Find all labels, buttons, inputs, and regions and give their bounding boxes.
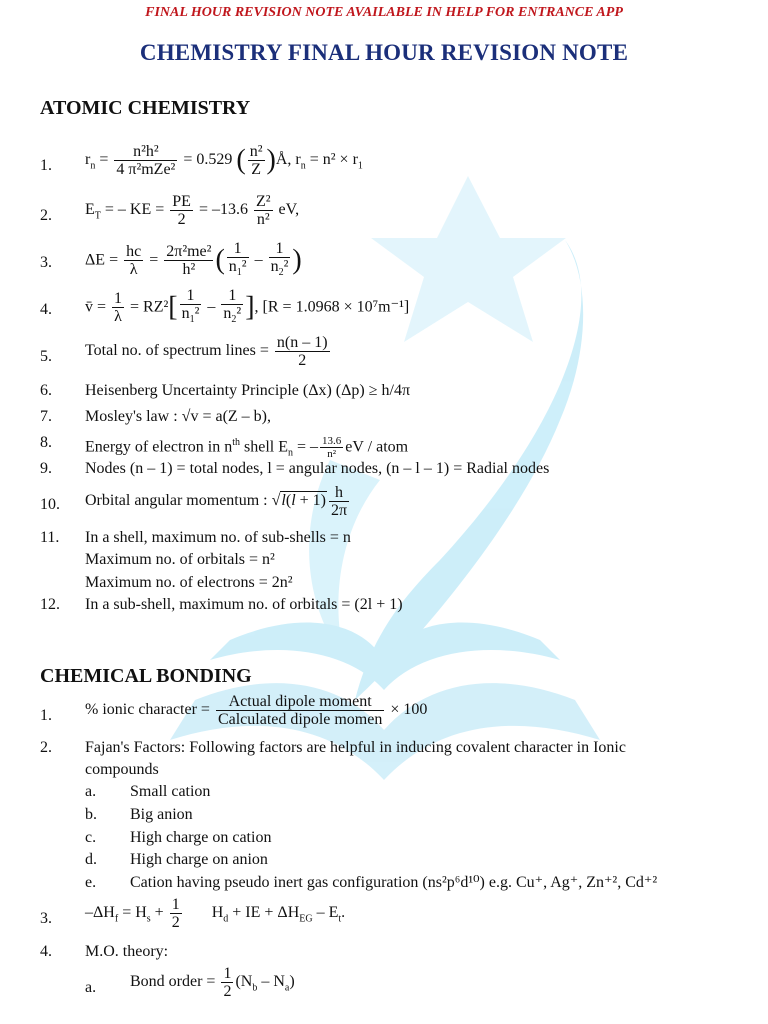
energy-difference-formula: ΔE = $\frac{hc}{\lambda}$ = $\frac{\text{2π²me²}}{\text{h²}}$ ( $\frac{1}{n_1^2}$ – $\frac{1}{n_2^2}$ ) (85, 240, 302, 281)
ionic-character-formula: % ionic character = $\frac{\text{Actual dipole moment}}{\text{Calculated dipole momen}}$ × 100 (85, 693, 428, 728)
heading-atomic-chemistry: ATOMIC CHEMISTRY (40, 97, 251, 119)
atomic-item-11-line-2: Maximum no. of orbitals = n² (85, 551, 275, 568)
spectrum-lines-formula: Total no. of spectrum lines = $\frac{n(n - 1)}{2}$ (85, 334, 328, 369)
page-title: CHEMISTRY FINAL HOUR REVISION NOTE (139, 40, 629, 65)
bonding-item-2-line-2: compounds (85, 761, 159, 778)
atomic-item-11-line-3: Maximum no. of electrons = 2n² (85, 574, 293, 591)
total-energy-formula: $E_T$ = – KE = $\frac{PE}{2}$ = –13.6 $\frac{\text{Z²}}{\text{n²}}$ eV, (85, 193, 300, 228)
wave-number-formula: v̄ = $\frac{1}{\lambda}$ = RZ²[ $\frac{1}{n_1^2}$ – $\frac{1}{n_2^2}$ ], [R = 1.0968 × 10⁷m⁻¹] (85, 287, 409, 328)
angular-momentum-formula: Orbital angular momentum : √l(l + 1) $\frac{h}{2\pi}$ (85, 484, 348, 519)
bond-order-formula: Bond order = $\frac{1}{2}$ $(N_b - N_a)$ (130, 965, 295, 1000)
heading-chemical-bonding: CHEMICAL BONDING (40, 665, 252, 687)
hydration-enthalpy-formula: $-\Delta H_f = H_s$ + $\frac{1}{2}$ $H_d$ + IE + $\Delta H_{EG} - E_t$. (85, 896, 346, 931)
top-note: FINAL HOUR REVISION NOTE AVAILABLE IN HELP FOR ENTRANCE APP (145, 5, 623, 20)
electron-energy-formula: Energy of electron in $n^{th}$ shell $E_n$ = – $\frac{13.6}{\text{n²}}$ eV / atom (85, 435, 409, 461)
bohr-radius-formula: $r_n$ = $\frac{\text{n²h²}}{\text{4 π²mZe²}}$ = 0.529 ( $\frac{\text{n²}}{Z}$ )Å, $r_n = n^2 \times r_1$ (85, 143, 363, 178)
